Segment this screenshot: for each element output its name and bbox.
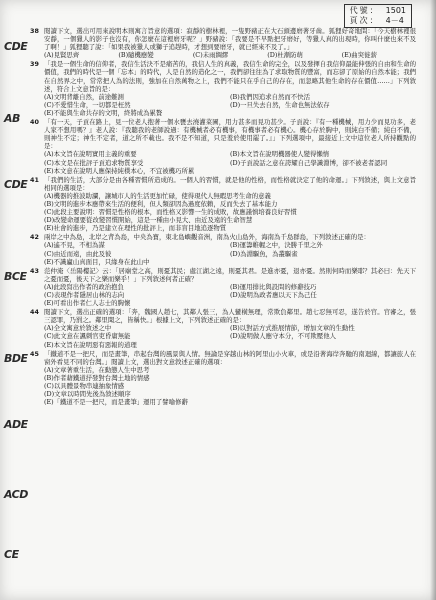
option-row <box>44 250 416 258</box>
answer-option: (E)社會的進步，乃是建立在理性的批評上，而非盲目地追逐物質 <box>44 224 227 233</box>
question-number: 41 <box>30 175 39 184</box>
question-stem <box>30 27 416 51</box>
option-row <box>44 101 416 109</box>
question-stem <box>30 60 416 92</box>
answer-option: (E)不識廬山真面目，只緣身在此山中 <box>44 257 150 266</box>
option-row <box>44 258 416 266</box>
question-stem <box>30 267 416 283</box>
answer-option: (C)以具體景物串連抽象情感 <box>44 382 125 391</box>
answer-option: (C)表現作者隱居山林的志向 <box>44 291 125 299</box>
option-row <box>44 109 416 117</box>
option-row <box>44 390 416 398</box>
answer-option: (A)全文寓意於敘述之中 <box>44 324 112 333</box>
answer-option: (A)本文旨在說明實用主義的重要 <box>44 150 137 159</box>
option-row <box>44 332 416 340</box>
answer-option: (A)見賢思齊 <box>44 51 80 60</box>
question-stem <box>30 176 416 192</box>
question-41 <box>30 176 416 233</box>
answer-option: (B)文明的進步本應帶來生活的便利，但人類卻因為過度依賴，反而失去了基本能力 <box>44 199 278 208</box>
option-row <box>44 192 416 200</box>
question-38 <box>30 27 416 59</box>
answer-option: (B)作者藉鐵道抒發對台灣土地的情感 <box>44 373 150 382</box>
option-row <box>44 241 416 249</box>
answer-option: (B)以對話方式推展情節，增加文章的生動性 <box>230 324 355 333</box>
answer-option: (B)運籌帷幄之中，決勝千里之外 <box>230 241 323 250</box>
question-list <box>30 27 416 407</box>
question-39 <box>30 60 416 117</box>
question-text: 「有一天，子貢在路上，見一位老人抱著一個水甕去澆灌菜圃，用力甚多而見功甚少。子貢說：『有一種機械，用力少而見功多，老人家不想用嗎？』老人說：『我聽我的老師說過：有機械者必有機事，有機事者必有機心。機心存於胸中，則純白不備；純白不備，則神生不定；神生不定者，道之所不載也。我不是不知道，只是羞於使用罷了。』」下列選項中，最接近上文中這位老人所持觀點的是： <box>44 118 416 151</box>
answer-option: (C)此段主要說明：習慣是性格的根本，而性格又影響一生的成敗，故應謹慎培養良好習慣 <box>44 208 297 217</box>
answer-option: (D)改變命運要從改變習慣開始，這是一種由小見大、由近及遠的生命智慧 <box>44 216 253 225</box>
option-row <box>44 51 416 59</box>
answer-option: (E)本文意在說明人應保持純樸本心，不宜被機巧所累 <box>44 166 195 175</box>
answer-option: (A)文章著重生活，在動態人生中思考 <box>44 365 150 374</box>
question-number: 42 <box>30 233 39 242</box>
page-value: 4－4 <box>385 16 404 25</box>
question-42 <box>30 233 416 265</box>
option-row <box>44 200 416 208</box>
question-text: 「鐵道不是一把尺，而是畫筆，串起台灣的風景與人情。無論是穿越山林的阿里山小火車，或是沿著海岸奔馳的南迴線，都讓旅人在窗外看見不同的台灣。」閱讀上文，選出對文意敘述正確的選項： <box>44 349 416 366</box>
option-list <box>30 150 416 174</box>
question-text: 「我是一個生命的信仰者，我信生活決不是痛苦的，我信人生的真義，我信生命的完全，以及發揮自我信仰最能伸張的自由和生命的價值，我們的時代是一個「忘本」的時代，人是自然的造化之一，我們卻往往為了求取物質的豐富，而忘卻了原始的自然本能；我們在自然界之中，常常把人為的法則，強加在自然萬物之上，我們不能只在乎自己的存在，而忽略其他生命的存在價值……」下列敘述，符合上文意旨的是： <box>44 60 416 93</box>
handwritten-answer: BCE <box>4 270 27 283</box>
answer-option: (E)曲突徙薪 <box>341 51 377 60</box>
option-list <box>30 192 416 232</box>
question-number: 40 <box>30 118 39 127</box>
scan-shadow <box>430 0 436 600</box>
answer-option: (B)隨機應變 <box>118 51 154 60</box>
answer-option: (A)機器的推波助瀾，讓城市人的生活更加忙碌，使得現代人無暇思考生命的意義 <box>44 191 271 200</box>
answer-option: (C)未雨綢繆 <box>192 51 229 60</box>
question-number: 39 <box>30 60 39 69</box>
question-text: 兩岸之中為島，北岸之背為島，中央為寶，東北島嶼觀音洲，南為火山島外，海南為千島群島，下列敘述正確的是： <box>44 233 370 242</box>
answer-option: (C)由近而遠，由此及彼 <box>44 249 112 258</box>
answer-option: (A)遙不見，不相為謀 <box>44 241 105 250</box>
option-row <box>44 208 416 216</box>
answer-option: (D)文章以時間先後為敘述順序 <box>44 390 131 399</box>
option-list <box>30 366 416 406</box>
question-number: 43 <box>30 266 39 275</box>
option-row <box>44 167 416 175</box>
option-row <box>44 150 416 158</box>
question-text: 「我們的生活，大部分是由各種習慣所造成的。一個人的習慣，就是他的性格，而性格就決定了他的命運。」下列敘述，與上文意旨相同的選項是： <box>44 175 416 192</box>
handwritten-answer: ACD <box>4 488 28 501</box>
answer-option: (D)說明為政者應以天下為己任 <box>230 291 317 299</box>
option-row <box>44 366 416 374</box>
answer-option: (C)此文意在諷刺官吏昏庸無能 <box>44 332 131 341</box>
option-list <box>30 93 416 117</box>
handwritten-answer: AB <box>4 112 20 125</box>
question-stem <box>30 350 416 366</box>
question-44 <box>30 308 416 348</box>
answer-option: (B)本文旨在說明機器使人變得懶惰 <box>230 150 330 159</box>
option-row <box>44 291 416 299</box>
code-line <box>350 6 406 16</box>
option-list <box>30 283 416 307</box>
option-list <box>30 241 416 265</box>
option-row <box>44 224 416 232</box>
page-header <box>344 4 412 28</box>
answer-option: (E)本文旨在說明惡有惡報的道理 <box>44 340 137 349</box>
code-value: 1501 <box>385 6 406 15</box>
answer-option: (C)不愛惜生命，一切都是枉然 <box>44 100 131 109</box>
answer-option: (E)可看出作者仁人志士的胸懷 <box>44 299 131 308</box>
question-text: 閱讀下文，選出正確的選項：「奔，魏國人趙七，其鄰人張三，為人蠻橫無理，常欺負鄰里。趙七忍無可忍，遂告於官。官審之，張三認罪，乃罰之。鄰里聞之，皆稱快。」根據上文，下列敘述正確的是： <box>44 308 416 325</box>
option-row <box>44 159 416 167</box>
handwritten-answer: ADE <box>4 418 28 431</box>
handwritten-answer: CDE <box>4 178 28 191</box>
option-row <box>44 374 416 382</box>
option-row <box>44 398 416 406</box>
answer-option: (E)「鐵道不是一把尺，而是畫筆」運用了譬喻修辭 <box>44 398 188 407</box>
option-list <box>30 324 416 348</box>
question-number: 44 <box>30 308 39 317</box>
answer-option: (D)杜漸防萌 <box>267 51 303 60</box>
handwritten-answer: CDE <box>4 40 28 53</box>
answer-option: (A)文明背離自然，前途難測 <box>44 92 124 101</box>
question-43 <box>30 267 416 307</box>
handwritten-answers <box>2 0 30 600</box>
answer-option: (C)本文是在批評子貢追求物質享受 <box>44 158 144 167</box>
answer-option: (B)運用排比與設問的修辭技巧 <box>230 282 317 291</box>
handwritten-answer: BDE <box>4 352 28 365</box>
answer-option: (D)說明做人應守本分，不可欺壓他人 <box>230 332 336 341</box>
question-text: 閱讀下文，選出可用來說明本則寓言旨意的選項：寂靜的樹林裡，一隻野豬正在大石頭邊磨著牙齒。狐狸好奇地問：「今天樹林裡很安靜，一個獵人的影子也沒有，你怎麼在這裡磨牙呢？」野豬說：「我要是不早點把牙磨好，等獵人真的出現時，你叫什麼也來不及了啊！」狐狸聽了說：「如果我被獵人或獅子追趕時，才想到要磨牙，就已經來不及了。」 <box>44 27 416 52</box>
answer-option: (B)我們因追求自然而不快活 <box>230 92 310 101</box>
code-label: 代號： <box>349 6 380 15</box>
question-number: 38 <box>30 27 39 35</box>
option-row <box>44 93 416 101</box>
answer-option: (D)為淵驅魚，為叢驅雀 <box>230 249 298 258</box>
answer-option: (D)子貢說話之意在誇耀自己學識淵博，卻不被老者認同 <box>230 158 388 167</box>
question-text: 范仲淹〈岳陽樓記〉云：「居廟堂之高，則憂其民；處江湖之遠，則憂其君。是進亦憂，退亦憂。然則何時而樂耶？其必曰：先天下之憂而憂，後天下之樂而樂乎！」下列敘述何者正確？ <box>44 266 416 283</box>
question-stem <box>30 308 416 324</box>
question-number: 45 <box>30 349 39 358</box>
option-row <box>44 299 416 307</box>
answer-option: (A)此段寫出作者的政治抱負 <box>44 282 124 291</box>
question-40 <box>30 118 416 175</box>
option-row <box>44 382 416 390</box>
question-stem <box>30 118 416 150</box>
option-row <box>44 283 416 291</box>
handwritten-answer: CE <box>4 548 19 561</box>
question-45 <box>30 350 416 407</box>
option-list <box>30 51 416 59</box>
answer-option: (E)不能與生命共存的文明，終將成為累贅 <box>44 108 163 117</box>
option-row <box>44 341 416 349</box>
answer-option: (D)一旦失去自然，生命也無法依存 <box>230 100 330 109</box>
page-label: 頁次： <box>349 16 380 25</box>
page-line <box>350 16 406 26</box>
